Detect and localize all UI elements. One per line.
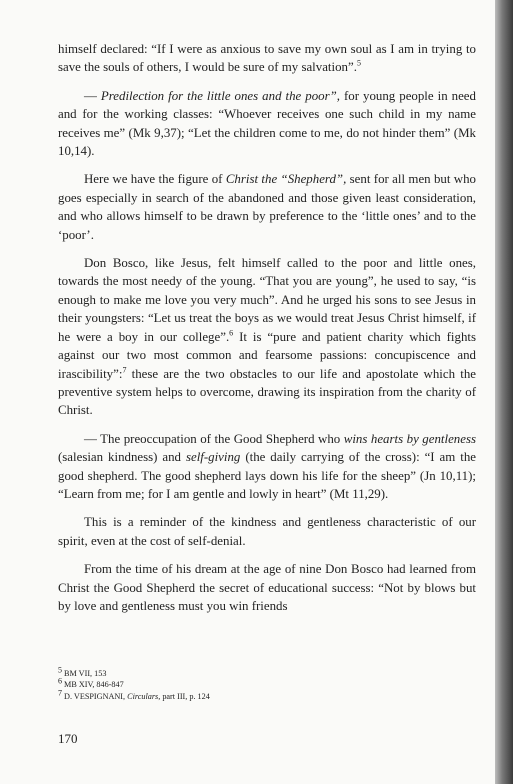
paragraph-text: Here we have the figure of xyxy=(84,172,226,187)
paragraph-text: — The preoccupation of the Good Shepherd who xyxy=(84,431,344,446)
footnote-text: MB XIV, 846-847 xyxy=(64,680,124,690)
footnote-text: BM VII, 153 xyxy=(64,669,107,678)
footnote-text: part III, p. 124 xyxy=(160,691,210,701)
footnote-text: D. VESPIGNANI, xyxy=(64,691,128,701)
book-spine-shadow xyxy=(495,0,513,784)
paragraph-text: himself declared: “If I were as anxious to save my own soul as I am in trying to save the souls of others, I would be sure of my salvation”. xyxy=(58,42,476,75)
footnote-6 xyxy=(58,676,476,690)
emphasis-text: self-giving xyxy=(185,450,241,465)
footnote-ref: 5 xyxy=(356,59,361,69)
paragraph-text: these are the two obstacles to our life and apostolate which the preventive system helps to overcome, drawing its inspiration from the charity of Christ. xyxy=(58,366,476,418)
paragraph-text: sent for all men but who goes especially in search of the abandoned and those given least consideration, and who allows himself to be drawn by preference to the ‘little ones’ and to the ‘poor’. xyxy=(58,172,477,242)
paragraph-3 xyxy=(58,170,476,244)
paragraph-text: This is a reminder of the kindness and gentleness characteristic of our spirit, even at the cost of self-denial. xyxy=(58,515,476,548)
footnote-7 xyxy=(58,687,476,702)
footnote-number: 6 xyxy=(58,676,62,686)
paragraph-7 xyxy=(58,560,476,615)
footnote-5 xyxy=(58,665,476,679)
paragraph-text: (the daily carrying of the cross): “I am the good shepherd. The good shepherd lays down his life for the sheep” (Jn 10,11); “Learn from me; for I am gentle and lowly in heart” (Mt 11,29). xyxy=(58,450,476,501)
paragraph-text: — xyxy=(84,88,101,103)
paragraph-4 xyxy=(58,254,476,420)
paragraph-1 xyxy=(58,40,476,77)
footnote-number: 5 xyxy=(58,665,62,675)
footnote-title: Circulars, xyxy=(127,691,161,701)
paragraph-5 xyxy=(58,430,476,504)
footnote-ref: 7 xyxy=(122,365,127,375)
footnote-number: 7 xyxy=(58,687,62,697)
paragraph-2 xyxy=(58,87,476,161)
footnotes xyxy=(58,665,476,702)
emphasis-text: Predilection for the little ones and the poor”, xyxy=(100,88,340,103)
body-text xyxy=(58,40,476,625)
emphasis-text: Christ the “Shepherd”, xyxy=(225,172,347,187)
paragraph-text: From the time of his dream at the age of nine Don Bosco had learned from Christ the Good Shepherd the secret of educational success: “Not by blows but by love and gentleness must you win friends xyxy=(58,562,476,613)
emphasis-text: wins hearts by gentleness xyxy=(343,431,476,446)
paragraph-text: Don Bosco, like Jesus, felt himself called to the poor and little ones, towards the most needy of the young. “That you are young”, he used to say, “is enough to make me love you very much”. And he urged his sons to see Jesus in their youngsters: “Let us treat the boys as we would treat Jesus Christ himself, if he were a boy in our college”. xyxy=(58,256,476,344)
paragraph-text: It is “pure and patient charity which fights against our two most common and fearsome passions: concupiscence and irascibility”: xyxy=(58,329,476,381)
page-number: 170 xyxy=(58,731,78,746)
paragraph-text: (salesian kindness) and xyxy=(58,450,186,465)
paragraph-text: for young people in need and for the working classes: “Whoever receives one such child in my name receives me” (Mk 9,37); “Let the children come to me, do not hinder them” (Mk 10,14). xyxy=(58,88,476,159)
footnote-ref: 6 xyxy=(229,328,234,338)
paragraph-6 xyxy=(58,513,476,550)
